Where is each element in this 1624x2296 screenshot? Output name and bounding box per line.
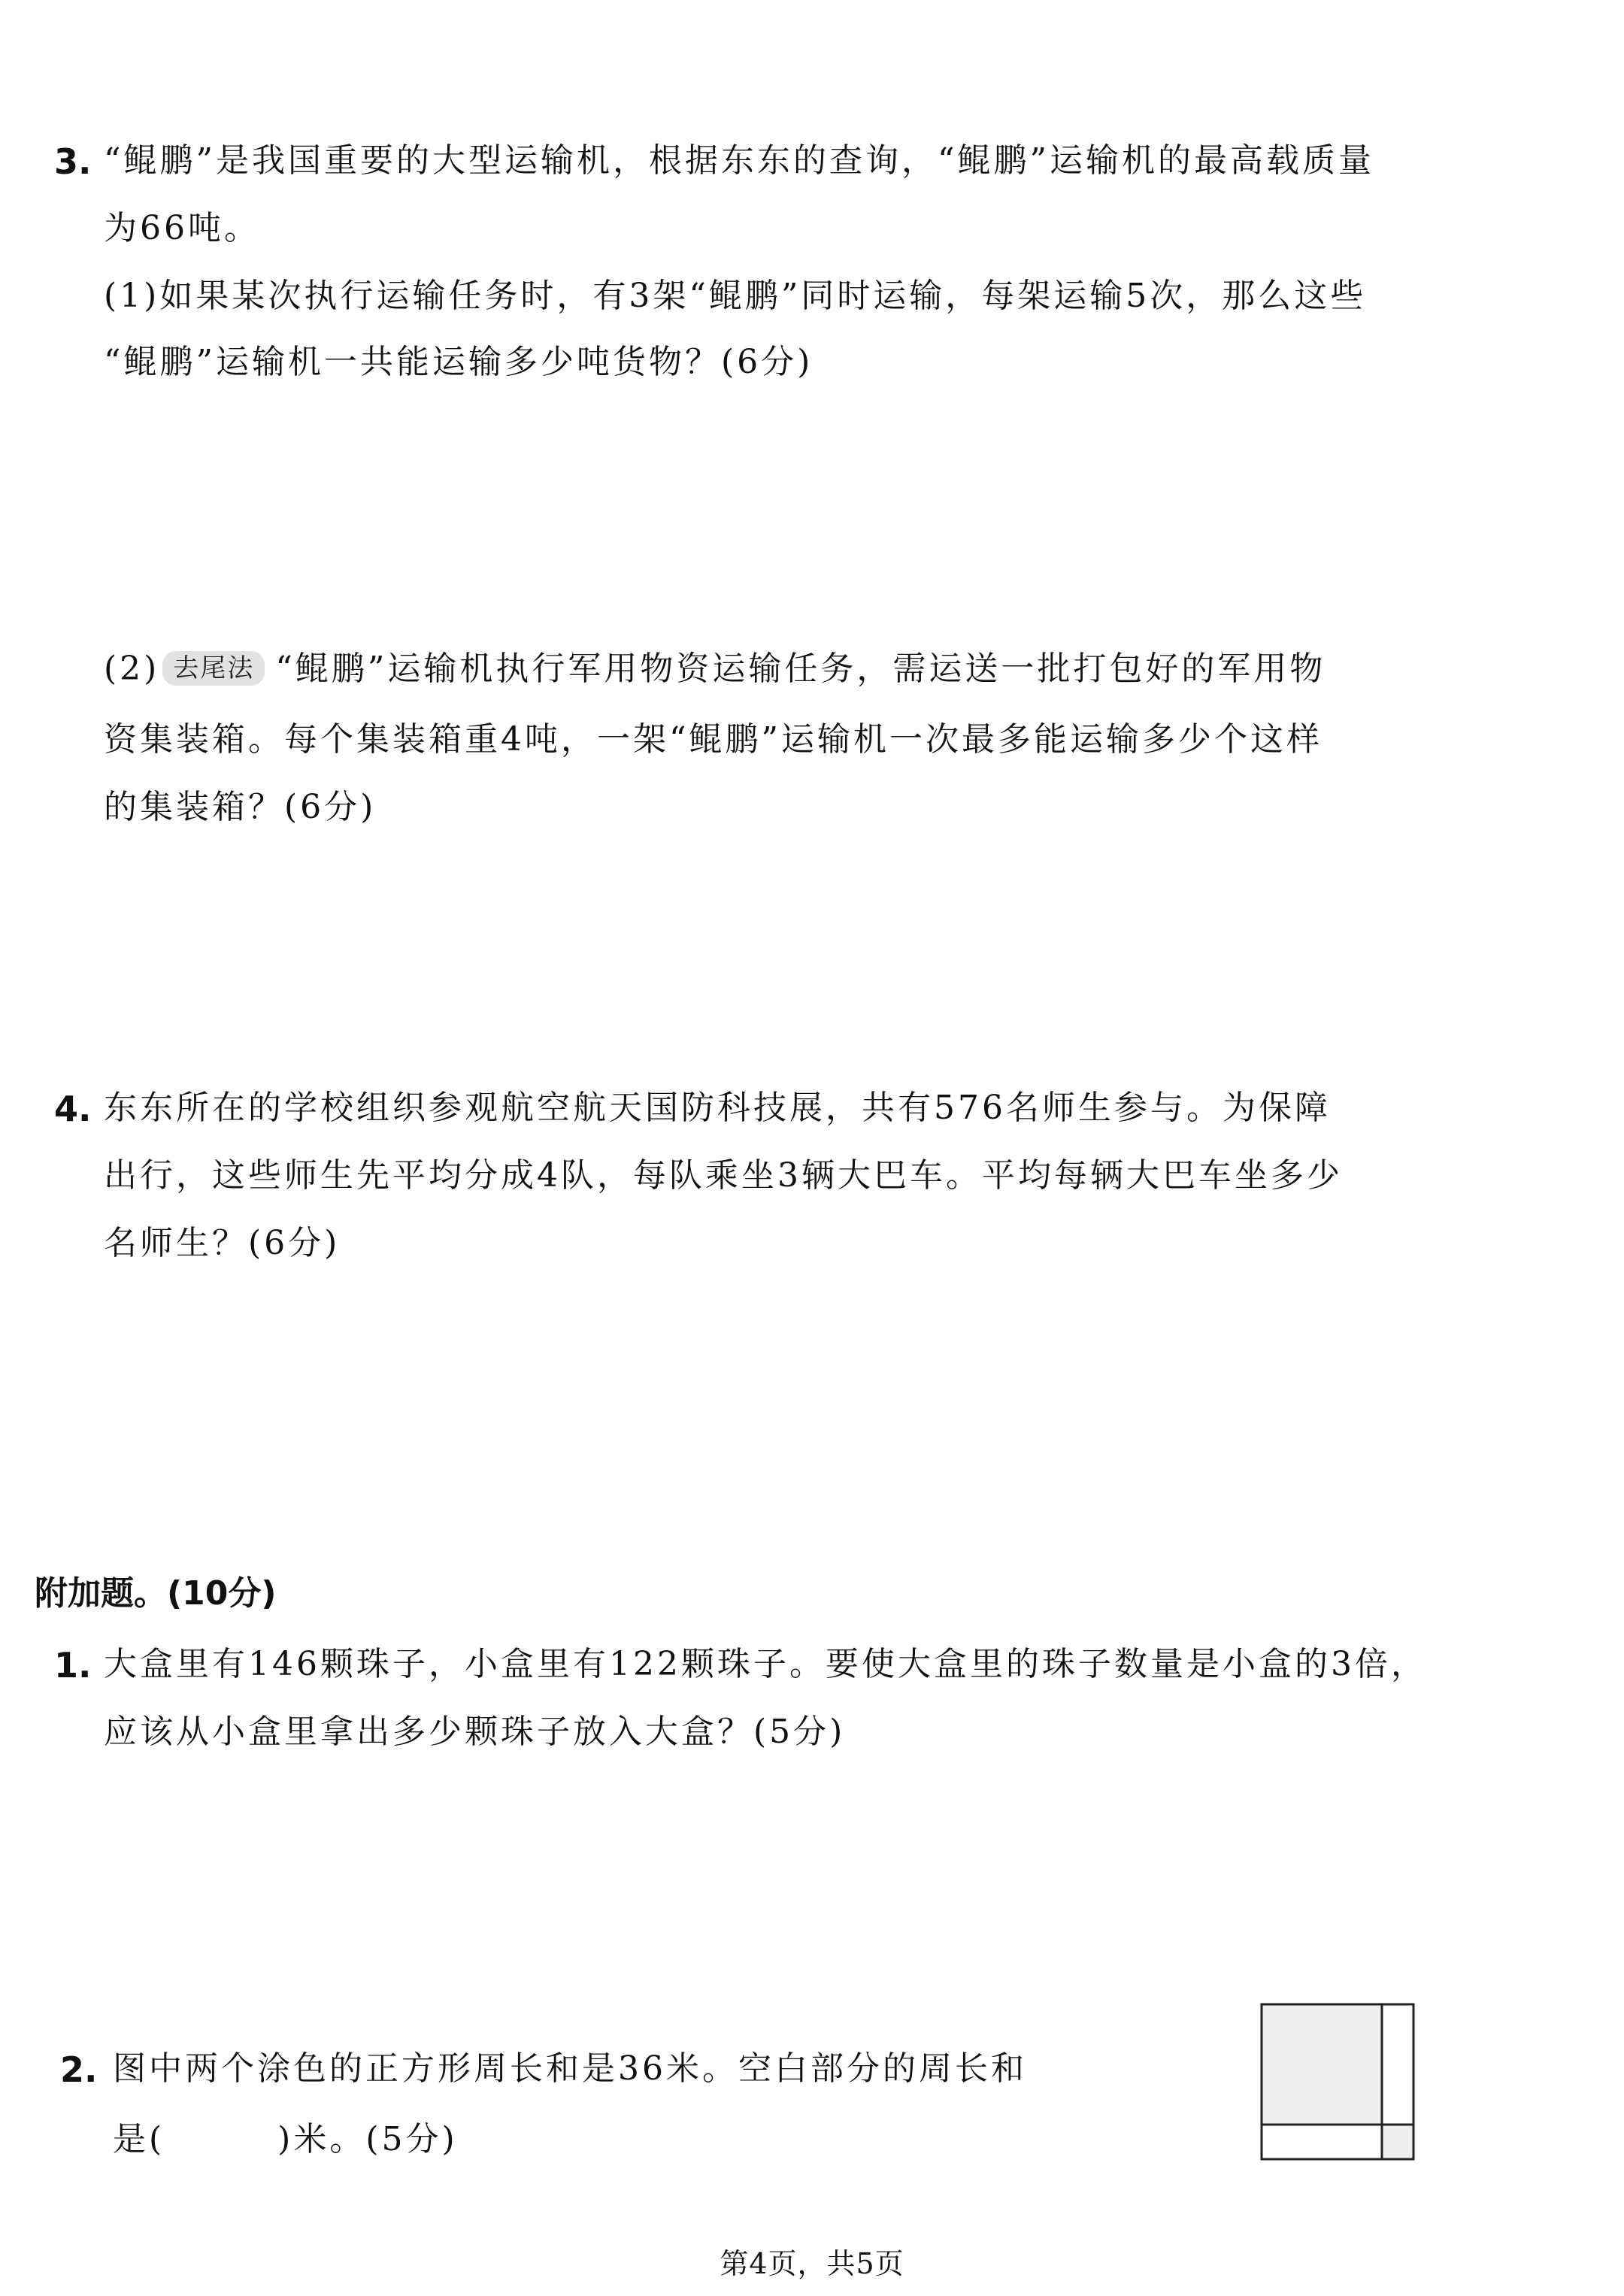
q4-number: 4. [54, 1089, 92, 1129]
q3-intro-line1: “鲲鹏”是我国重要的大型运输机，根据东东的查询，“鲲鹏”运输机的最高载质量 [104, 141, 1374, 180]
page-number: 第4页，共5页 [720, 2247, 904, 2280]
q3-part1-line1: (1)如果某次执行运输任务时，有3架“鲲鹏”同时运输，每架运输5次，那么这些 [104, 277, 1367, 315]
bonus1-line1: 大盒里有146颗珠子，小盒里有122颗珠子。要使大盒里的珠子数量是小盒的3倍， [104, 1645, 1427, 1683]
q3-part2-prefix: (2) [104, 650, 160, 688]
bonus2-number: 2. [60, 2049, 98, 2090]
q3-part2-line1-text: “鲲鹏”运输机执行军用物资运输任务，需运送一批打包好的军用物 [275, 650, 1326, 688]
shaded-square-small [1382, 2125, 1413, 2159]
squares-figure [1260, 2003, 1415, 2161]
q3-part2-line2: 资集装箱。每个集装箱重4吨，一架“鲲鹏”运输机一次最多能运输多少个这样 [104, 720, 1323, 759]
shaded-square-large [1262, 2004, 1382, 2125]
bonus2-line2-end: )米。(5分) [277, 2120, 458, 2158]
q4-line2: 出行，这些师生先平均分成4队，每队乘坐3辆大巴车。平均每辆大巴车坐多少 [104, 1156, 1343, 1195]
bonus-heading: 附加题。(10分) [35, 1574, 277, 1613]
bonus1-number: 1. [54, 1645, 92, 1686]
q3-intro-line2: 为66吨。 [104, 209, 260, 247]
bonus2-line2 [113, 2120, 458, 2158]
bonus1-line2: 应该从小盒里拿出多少颗珠子放入大盒？(5分) [104, 1713, 846, 1751]
q4-line1: 东东所在的学校组织参观航空航天国防科技展，共有576名师生参与。为保障 [104, 1089, 1331, 1127]
q3-part1-line2: “鲲鹏”运输机一共能运输多少吨货物？(6分) [104, 343, 814, 381]
bonus2-line1: 图中两个涂色的正方形周长和是36米。空白部分的周长和 [113, 2049, 1027, 2088]
q3-part2-line3: 的集装箱？(6分) [104, 788, 377, 826]
q3-number: 3. [54, 141, 92, 182]
bonus2-line2-start: 是( [113, 2120, 165, 2158]
method-tag: 去尾法 [162, 651, 265, 686]
q4-line3: 名师生？(6分) [104, 1224, 341, 1262]
q3-part2-line1 [104, 650, 1326, 689]
